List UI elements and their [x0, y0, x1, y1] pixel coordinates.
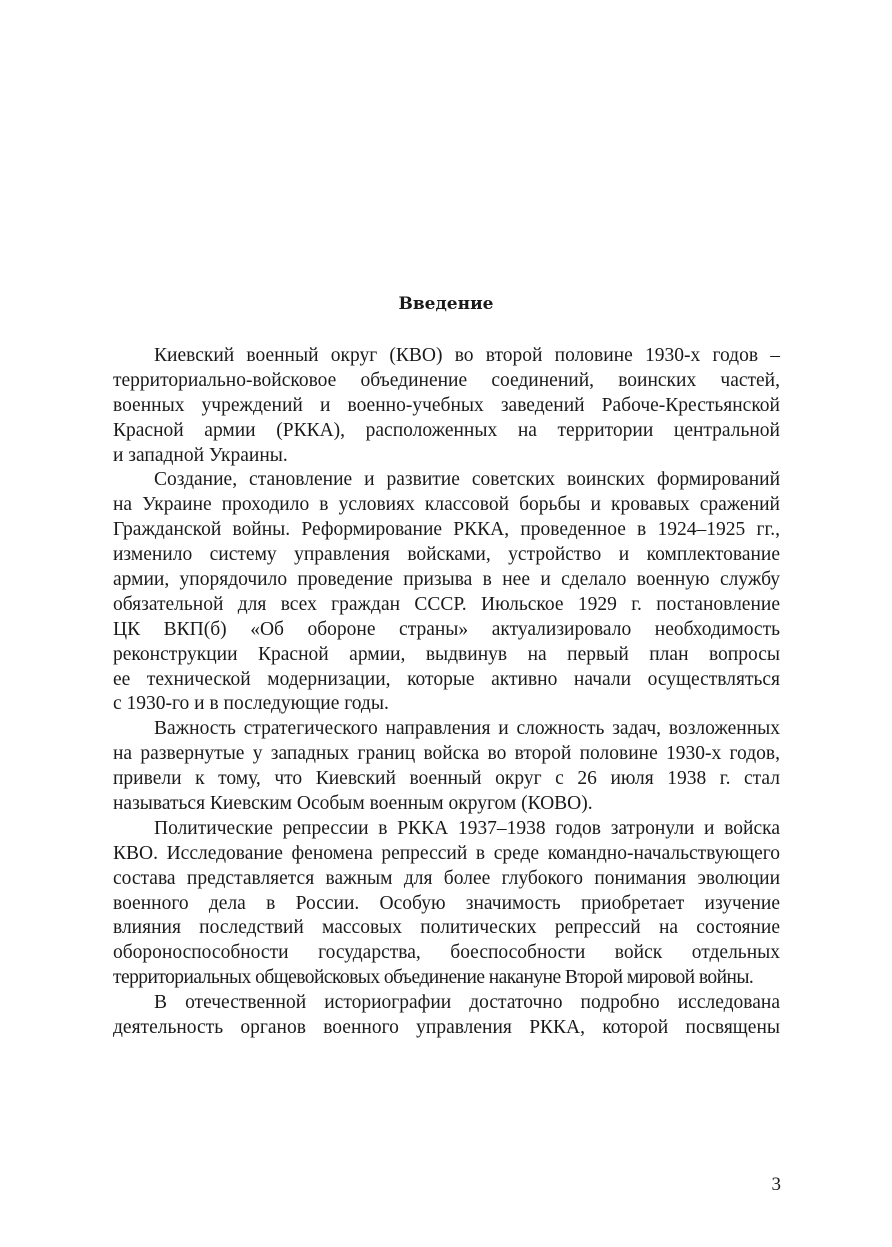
text-line: военного дела в России. Особую значимость приобретает изучение	[113, 892, 780, 914]
text-line: реконструкции Красной армии, выдвинув на первый план вопросы	[113, 643, 780, 665]
page-title: Введение	[398, 294, 494, 314]
text-line: привели к тому, что Киевский военный округ с 26 июля 1938 г. стал	[113, 768, 780, 790]
text-line: военных учреждений и военно-учебных заведений Рабоче-Крестьянской	[113, 394, 780, 416]
text-line: изменило систему управления войсками, устройство и комплектование	[113, 544, 780, 566]
text-line: обороноспособности государства, боеспособности войск отдельных	[113, 942, 780, 964]
text-line: и западной Украины.	[113, 444, 288, 466]
text-line: Киевский военный округ (КВО) во второй половине 1930-х годов –	[154, 345, 780, 366]
text-line: деятельность органов военного управления РККА, которой посвящены	[113, 1017, 780, 1039]
text-line: КВО. Исследование феномена репрессий в среде командно-начальствующего	[113, 842, 780, 864]
text-line: территориально-войсковое объединение соединений, воинских частей,	[113, 369, 780, 391]
text-line: В отечественной историографии достаточно подробно исследована	[154, 992, 780, 1014]
paragraph	[113, 817, 780, 991]
text-line: влияния последствий массовых политических репрессий на состояние	[113, 917, 780, 939]
text-line: армии, упорядочило проведение призыва в нее и сделало военную службу	[113, 569, 780, 591]
text-line: на Украине проходило в условиях классовой борьбы и кровавых сражений	[113, 494, 780, 516]
text-line: на развернутые у западных границ войска во второй половине 1930-х годов,	[113, 743, 780, 765]
text-line: состава представляется важным для более глубокого понимания эволюции	[113, 867, 780, 889]
text-line: ЦК ВКП(б) «Об обороне страны» актуализировало необходимость	[113, 618, 780, 640]
text-line: называться Киевским Особым военным округом (КОВО).	[113, 793, 593, 815]
text-line: Гражданской войны. Реформирование РККА, проведенное в 1924–1925 гг.,	[113, 519, 780, 541]
body-text	[113, 344, 780, 1041]
paragraph	[113, 991, 780, 1041]
paragraph	[113, 468, 780, 717]
paragraph	[113, 344, 780, 468]
text-line: с 1930-го и в последующие годы.	[113, 693, 389, 715]
text-line: Политические репрессии в РККА 1937–1938 годов затронули и войска	[154, 817, 780, 839]
page-number: 3	[771, 1174, 781, 1195]
text-line: Создание, становление и развитие советских воинских формирований	[154, 469, 780, 491]
text-line: Красной армии (РККА), расположенных на территории центральной	[113, 419, 780, 441]
text-line: территориальных общевойсковых объединение накануне Второй мировой войны.	[113, 967, 754, 989]
text-line: обязательной для всех граждан СССР. Июльское 1929 г. постановление	[113, 593, 780, 615]
paragraph	[113, 717, 780, 817]
text-line: ее технической модернизации, которые активно начали осуществляться	[113, 668, 780, 690]
text-line: Важность стратегического направления и сложность задач, возложенных	[154, 718, 780, 740]
